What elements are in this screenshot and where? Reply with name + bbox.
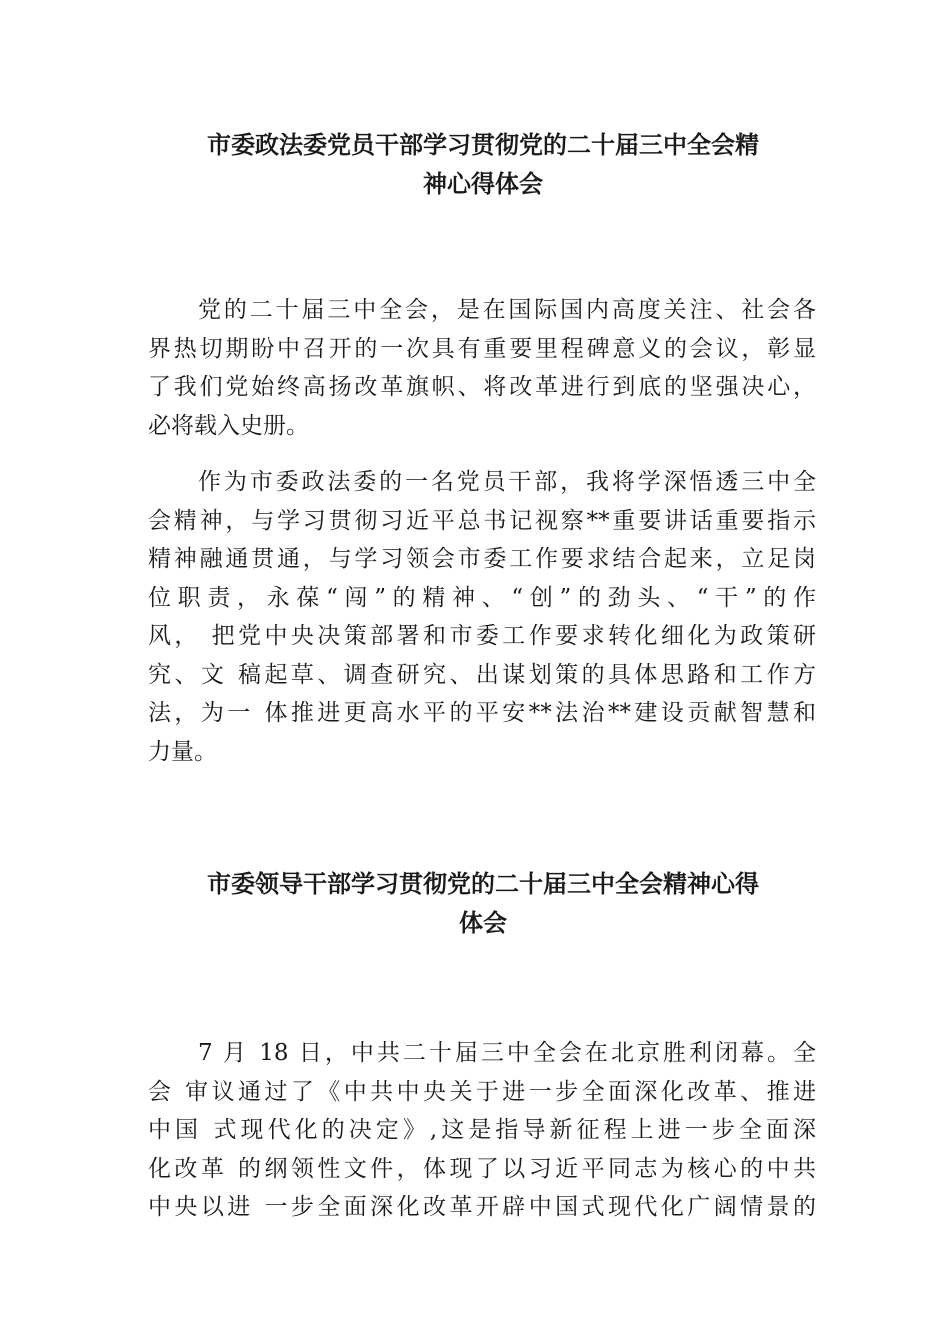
- section1-title-line: 神心得体会: [423, 170, 543, 198]
- paragraph-line: 必将载入史册。: [148, 412, 309, 439]
- paragraph-line: 会 审议通过了《中共中央关于进一步全面深化改革、推进: [148, 1078, 816, 1105]
- section1-paragraph-2: [148, 463, 816, 771]
- paragraph-line: 7 月 18 日，中共二十届三中全会在北京胜利闭幕。全: [198, 1040, 816, 1066]
- section2-title-line: 市委领导干部学习贯彻党的二十届三中全会精神心得: [207, 870, 759, 898]
- paragraph-line: 法，为一 体推进更高水平的平安**法治**建设贡献智慧和: [148, 700, 816, 726]
- paragraph-line: 中央以进 一步全面深化改革开辟中国式现代化广阔情景的: [148, 1194, 816, 1220]
- section1-title-line: 市委政法委党员干部学习贯彻党的二十届三中全会精: [207, 131, 759, 159]
- section2-title-line: 体会: [459, 909, 507, 937]
- paragraph-line: 力量。: [148, 738, 217, 765]
- paragraph-line: 作为市委政法委的一名党员干部，我将学深悟透三中全: [198, 469, 816, 495]
- paragraph-line: 了我们党始终高扬改革旗帜、将改革进行到底的坚强决心，: [148, 374, 816, 400]
- paragraph-line: 位职责，永葆“闯”的精神、“创”的劲头、“干”的作: [148, 584, 816, 611]
- paragraph-line: 中国 式现代化的决定》,这是指导新征程上进一步全面深: [148, 1117, 816, 1143]
- section1-title: [150, 126, 816, 204]
- paragraph-line: 会精神，与学习贯彻习近平总书记视察**重要讲话重要指示: [148, 507, 816, 534]
- section2-title: [150, 865, 816, 943]
- paragraph-line: 究、文 稿起草、调查研究、出谋划策的具体思路和工作方: [148, 661, 816, 688]
- paragraph-line: 党的二十届三中全会，是在国际国内高度关注、社会各: [198, 297, 816, 323]
- paragraph-line: 精神融通贯通，与学习领会市委工作要求结合起来，立足岗: [148, 546, 816, 572]
- section1-paragraph-1: [148, 291, 816, 445]
- section2-paragraph-1: [148, 1034, 816, 1227]
- paragraph-line: 化改革 的纲领性文件，体现了以习近平同志为核心的中共: [148, 1155, 816, 1182]
- paragraph-line: 界热切期盼中召开的一次具有重要里程碑意义的会议，彰显: [148, 335, 816, 362]
- paragraph-line: 风， 把党中央决策部署和市委工作要求转化细化为政策研: [148, 623, 816, 649]
